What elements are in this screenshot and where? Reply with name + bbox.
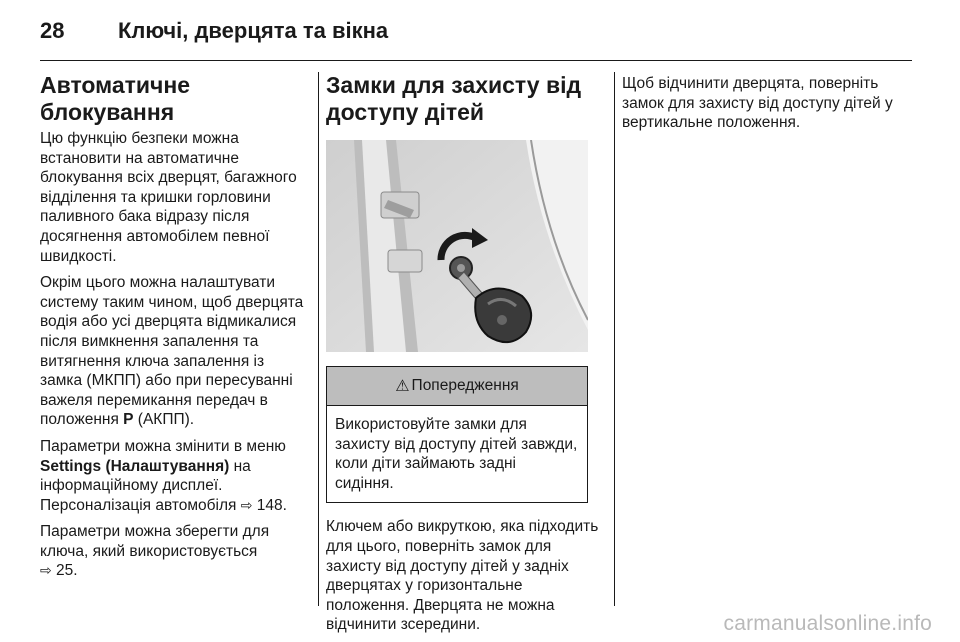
column-child-locks [326, 72, 604, 642]
page-reference: 25. [56, 562, 78, 580]
paragraph: Цю функцію безпеки можна встановити на автоматичне блокування всіх дверцят, багажного відділення та кришки горловини паливного бака відразу після досягнення автомобілем певної швидкості. [40, 130, 297, 265]
child-lock-illustration [326, 140, 588, 352]
section-heading-child-locks: Замки для захисту від доступу дітей [326, 72, 582, 125]
paragraph: Окрім цього можна налаштувати систему таким чином, щоб дверцята водія або усі дверцята відмикалися після вимкнення запалення та витягнення ключа запалення із замка (МКПП) або при пересуванні важеля перемикання передач в положення P (АКПП). [40, 274, 304, 429]
section-heading-auto-locking: Автоматичне блокування [40, 72, 191, 125]
warning-box [326, 366, 588, 503]
column-auto-locking [40, 72, 310, 588]
column-child-locks-continued [622, 72, 917, 140]
page-reference-arrow-icon: ⇨ [240, 496, 253, 513]
watermark: carmanualsonline.info [723, 612, 932, 635]
paragraph: Параметри можна зберегти для ключа, який використовується ⇨ 25. [40, 523, 270, 580]
column-divider [614, 72, 615, 606]
page-reference-arrow-icon: ⇨ [40, 562, 52, 579]
warning-triangle-icon: ⚠ [395, 378, 410, 395]
settings-menu-term: Settings (Налаштування) [40, 457, 230, 475]
warning-header [327, 367, 587, 406]
door-lock-key-drawing [326, 140, 588, 352]
page-reference: 148. [256, 496, 287, 514]
gear-position-term: P [123, 411, 134, 429]
paragraph: Ключем або викруткою, яка підходить для цього, поверніть замок для захисту від доступу дітей у задніх дверцятах у горизонтальне положення. Дверцята не можна відчинити зсередини. [326, 518, 599, 634]
paragraph: Щоб відчинити дверцята, поверніть замок для захисту від доступу дітей у вертикальне положення. [622, 75, 893, 132]
header-rule [40, 60, 912, 61]
warning-body: Використовуйте замки для захисту від доступу дітей завжди, коли діти займають задні сидіння. [335, 416, 578, 492]
paragraph: Параметри можна змінити в меню Settings (Налаштування) на інформаційному дисплеї. Персоналізація автомобіля ⇨ 148. [40, 437, 287, 514]
running-title: Ключі, дверцята та вікна [118, 18, 389, 43]
page-header [40, 14, 912, 54]
page-number: 28 [40, 18, 65, 43]
warning-title: Попередження [411, 377, 519, 394]
column-divider [318, 72, 319, 606]
